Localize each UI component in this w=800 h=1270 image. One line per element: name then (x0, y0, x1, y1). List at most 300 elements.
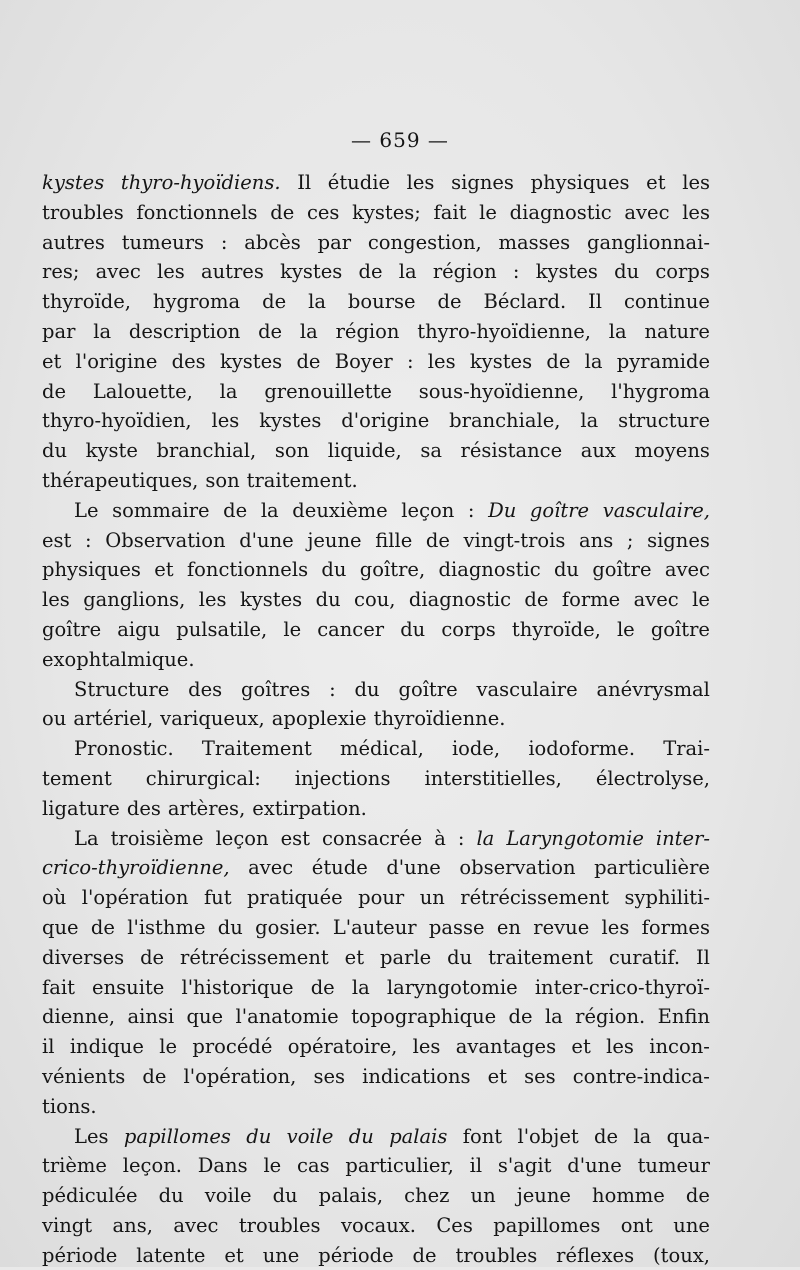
word: indications (362, 1064, 471, 1088)
word: période (318, 1243, 394, 1267)
word: thyroïde, (511, 617, 601, 641)
word: aux (580, 439, 616, 463)
word: kystes (259, 409, 322, 433)
text-line (42, 1211, 710, 1241)
text-line (42, 794, 710, 824)
word: s'agit (497, 1154, 552, 1178)
word: variqueux, (160, 707, 265, 731)
word: vocaux. (340, 1213, 416, 1237)
text-line (42, 317, 710, 347)
word: ou (42, 707, 67, 731)
word: tions. (42, 1094, 97, 1118)
word: de (358, 260, 383, 284)
word: les (412, 1035, 441, 1059)
word: tumeurs (121, 230, 205, 254)
text-line (42, 1032, 710, 1062)
word: goître (592, 558, 652, 582)
word: avec (248, 856, 294, 880)
word: un (419, 886, 445, 910)
word: thyroïde, (42, 290, 131, 314)
word: dienne, (42, 1005, 116, 1029)
word: thyro-hyoïdiens. (120, 171, 281, 194)
word: ligature (42, 796, 120, 820)
word: trième (42, 1154, 107, 1178)
word: la (398, 260, 417, 284)
word: ses (524, 1064, 556, 1088)
word: voile (204, 1184, 252, 1208)
word: exophtalmique. (42, 647, 195, 671)
text-line (42, 257, 710, 287)
word: corps (655, 260, 710, 284)
word: du (348, 1124, 374, 1148)
word: contre-indica- (572, 1064, 710, 1088)
word: avec (173, 1213, 219, 1237)
word: les (606, 1035, 634, 1059)
word: les (601, 915, 630, 939)
word: papillomes (123, 1124, 231, 1148)
word: l'hygroma (611, 379, 710, 403)
word: chez (404, 1184, 450, 1208)
word: observation (459, 856, 576, 880)
word: les (156, 260, 185, 284)
word: de (140, 945, 165, 969)
word: kyste (85, 439, 138, 463)
word: Laryngotomie (506, 826, 644, 850)
word: particulière (594, 856, 710, 880)
word: congestion, (367, 230, 482, 254)
word: de (296, 349, 321, 373)
word: de (546, 349, 571, 373)
word: palais, (318, 1184, 384, 1208)
word: de (524, 588, 549, 612)
word: ensuite (92, 975, 165, 999)
text-line (42, 1151, 710, 1181)
word: son (205, 468, 240, 492)
word: Ces (436, 1213, 473, 1237)
word: iodoforme. (528, 737, 636, 761)
word: inter- (655, 826, 710, 850)
word: signes (451, 171, 514, 194)
word: topographique (351, 1005, 497, 1029)
text-line (42, 973, 710, 1003)
word: pour (358, 886, 405, 910)
text-line (42, 168, 710, 198)
word: le (692, 588, 710, 612)
word: et (224, 1243, 244, 1267)
word: kystes; (352, 200, 421, 224)
word: Lalouette, (92, 379, 193, 403)
word: deuxième (292, 498, 388, 522)
word: du (354, 677, 380, 701)
text-line (42, 883, 710, 913)
word: de (258, 319, 283, 343)
word: Traitement (201, 737, 312, 761)
word: du (217, 915, 243, 939)
word: : (457, 826, 465, 850)
word: fait (433, 200, 467, 224)
word: Trai- (663, 737, 710, 761)
word: et (487, 1064, 508, 1088)
word: moyens (634, 439, 710, 463)
word: les (198, 588, 227, 612)
word: rétrécissement (460, 886, 609, 910)
word: fait (42, 975, 75, 999)
word: avec (95, 260, 141, 284)
word: gosier. (255, 915, 321, 939)
text-line (42, 615, 710, 645)
word: kystes (535, 260, 598, 284)
word: ; (626, 528, 634, 552)
word: vasculaire, (602, 498, 710, 522)
word: abcès (244, 230, 301, 254)
word: des (171, 349, 206, 373)
word: région. (575, 1005, 646, 1029)
word: troisième (110, 826, 204, 850)
word: d'une (567, 1154, 622, 1178)
text-line (42, 377, 710, 407)
word: diagnostic (438, 558, 541, 582)
word: homme (592, 1184, 665, 1208)
word: le (263, 1154, 282, 1178)
word: thyro-hyoïdienne, (417, 319, 591, 343)
word: le (283, 617, 302, 641)
word: où (42, 886, 67, 910)
word: Enfin (657, 1005, 710, 1029)
word: est (280, 826, 310, 850)
word: tumeur (637, 1154, 710, 1178)
word: ans, (112, 1213, 153, 1237)
word: des (126, 796, 161, 820)
word: troubles (42, 200, 124, 224)
word: goître (650, 617, 710, 641)
word: la (351, 975, 370, 999)
word: de (310, 975, 335, 999)
text-line (42, 1122, 710, 1152)
text-line (42, 555, 710, 585)
word: branchiale, (449, 409, 561, 433)
word: la (299, 319, 318, 343)
word: particulier, (345, 1154, 454, 1178)
word: res; (42, 260, 80, 284)
word: ans (579, 528, 614, 552)
word: ses (313, 1064, 346, 1088)
word: la (476, 826, 495, 850)
word: branchial, (156, 439, 257, 463)
word: palais (389, 1124, 448, 1148)
word: fonctionnels (186, 558, 309, 582)
word: Il (695, 945, 710, 969)
word: description (128, 319, 241, 343)
word: autres (42, 230, 105, 254)
word: formes (641, 915, 710, 939)
text-line (42, 1092, 710, 1122)
word: vasculaire (476, 677, 578, 701)
word: L'auteur (332, 915, 417, 939)
word: les (42, 588, 70, 612)
text-line (42, 1002, 710, 1032)
word: est (42, 528, 72, 552)
word: du (272, 1184, 298, 1208)
word: le (616, 617, 635, 641)
word: thyro-hyoïdien, (42, 409, 192, 433)
word: autres (200, 260, 264, 284)
word: : (467, 498, 475, 522)
word: ont (620, 1213, 653, 1237)
word: : (406, 349, 414, 373)
word: ganglionnai- (587, 230, 710, 254)
word: font (462, 1124, 503, 1148)
word: de (508, 1005, 533, 1029)
text-line (42, 228, 710, 258)
word: du (158, 1184, 184, 1208)
word: il (469, 1154, 483, 1178)
word: l'isthme (127, 915, 206, 939)
word: ganglions, (83, 588, 186, 612)
word: structure (618, 409, 710, 433)
word: diagnostic (408, 588, 512, 612)
word: cancer (317, 617, 385, 641)
word: une (673, 1213, 710, 1237)
word: étude (311, 856, 368, 880)
word: opératoire, (287, 1035, 398, 1059)
word: avec (633, 588, 679, 612)
word: de (685, 1184, 710, 1208)
text-line (42, 734, 710, 764)
word: kystes (239, 588, 303, 612)
word: vingt (42, 1213, 93, 1237)
word: d'une (386, 856, 441, 880)
word: du (447, 945, 473, 969)
word: troubles (455, 1243, 538, 1267)
word: latente (136, 1243, 206, 1267)
word: la (308, 290, 326, 314)
word: de (412, 1243, 437, 1267)
word: du (246, 1124, 272, 1148)
word: l'opération, (183, 1064, 297, 1088)
word: anévrysmal (596, 677, 710, 701)
word: liquide, (327, 439, 402, 463)
text-line (42, 406, 710, 436)
word: kystes (42, 171, 105, 194)
word: bourse (347, 290, 416, 314)
text-line (42, 764, 710, 794)
word: Boyer (334, 349, 393, 373)
text-line (42, 466, 710, 496)
word: artères, (167, 796, 246, 820)
word: et (154, 558, 174, 582)
word: goîtres (241, 677, 311, 701)
word: goître (398, 677, 458, 701)
word: kystes (280, 260, 343, 284)
word: artériel, (73, 707, 154, 731)
word: fille (375, 528, 413, 552)
text-line (42, 645, 710, 675)
word: : (220, 230, 228, 254)
word: la (633, 1124, 652, 1148)
word: fut (203, 886, 232, 910)
word: la (584, 349, 603, 373)
word: à (434, 826, 446, 850)
word: pédiculée (42, 1184, 138, 1208)
word: le (159, 1035, 178, 1059)
text-line (42, 704, 710, 734)
word: qua- (666, 1124, 710, 1148)
word: troubles (238, 1213, 321, 1237)
word: les (682, 171, 710, 194)
word: parle (379, 945, 432, 969)
text-line (42, 675, 710, 705)
word: et (646, 171, 666, 194)
word: étudie (327, 171, 390, 194)
word: la (544, 1005, 563, 1029)
word: passe (428, 915, 485, 939)
word: traitement (488, 945, 593, 969)
word: physiques (42, 558, 141, 582)
word: sommaire (112, 498, 210, 522)
word: résistance (460, 439, 563, 463)
word: thérapeutiques, (42, 468, 199, 492)
word: la (219, 379, 238, 403)
text-line (42, 287, 710, 317)
text-line (42, 943, 710, 973)
word: Il (297, 171, 312, 194)
word: et (42, 349, 62, 373)
word: vénients (42, 1064, 126, 1088)
word: de (262, 290, 287, 314)
word: la (93, 319, 112, 343)
word: de (90, 915, 115, 939)
word: pyramide (616, 349, 710, 373)
word: de (223, 498, 248, 522)
word: hygroma (152, 290, 241, 314)
word: crico-thyroïdienne, (42, 856, 230, 880)
word: il (42, 1035, 55, 1059)
word: et (571, 1035, 591, 1059)
word: : (512, 260, 520, 284)
word: nature (644, 319, 710, 343)
word: inter-crico-thyroï- (534, 975, 710, 999)
text-line (42, 853, 710, 883)
word: leçon (401, 498, 455, 522)
word: des (188, 677, 223, 701)
word: vingt-trois (463, 528, 566, 552)
word: du (400, 617, 426, 641)
word: grenouillette (264, 379, 392, 403)
word: de (437, 290, 462, 314)
word: continue (624, 290, 710, 314)
text-line (42, 496, 710, 526)
page-number: — 659 — (351, 128, 449, 152)
text-line (42, 913, 710, 943)
word: extirpation. (252, 796, 367, 820)
word: syphiliti- (624, 886, 710, 910)
word: leçon. (122, 1154, 182, 1178)
word: Béclard. (483, 290, 567, 314)
word: du (553, 558, 579, 582)
word: Il (588, 290, 603, 314)
word: thyroïdienne. (373, 707, 506, 731)
word: les (427, 349, 456, 373)
word: goître (529, 498, 590, 522)
word: corps (441, 617, 496, 641)
word: diverses (42, 945, 125, 969)
text-line (42, 1241, 710, 1270)
word: de (425, 528, 450, 552)
word: forme (561, 588, 621, 612)
text-line (42, 347, 710, 377)
word: interstitielles, (424, 766, 562, 790)
word: consacrée (321, 826, 423, 850)
text-line (42, 824, 710, 854)
word: sous-hyoïdienne, (418, 379, 585, 403)
word: Le (74, 498, 99, 522)
word: d'une (239, 528, 294, 552)
word: Dans (197, 1154, 248, 1178)
word: l'anatomie (235, 1005, 339, 1029)
body-text (42, 168, 710, 1270)
word: avec (664, 558, 710, 582)
word: l'opération (81, 886, 189, 910)
word: indique (69, 1035, 144, 1059)
word: du (614, 260, 640, 284)
word: d'origine (341, 409, 430, 433)
text-line (42, 585, 710, 615)
word: : (329, 677, 336, 701)
word: cas (297, 1154, 330, 1178)
word: papillomes (493, 1213, 601, 1237)
word: sa (420, 439, 442, 463)
text-line (42, 1062, 710, 1092)
word: Observation (105, 528, 226, 552)
word: en (496, 915, 521, 939)
word: Du (488, 498, 517, 522)
word: médical, (340, 737, 424, 761)
word: période (42, 1243, 118, 1267)
word: du (315, 588, 341, 612)
word: pratiquée (247, 886, 343, 910)
word: ces (306, 200, 340, 224)
word: leçon (215, 826, 269, 850)
word: incon- (649, 1035, 710, 1059)
text-line (42, 1181, 710, 1211)
word: Structure (74, 677, 170, 701)
word: un (470, 1184, 496, 1208)
word: Pronostic. (74, 737, 174, 761)
word: jeune (307, 528, 362, 552)
word: curatif. (608, 945, 681, 969)
word: l'historique (181, 975, 294, 999)
word: les (406, 171, 435, 194)
word: voile (286, 1124, 334, 1148)
word: de (42, 379, 67, 403)
word: cou, (354, 588, 396, 612)
word: la (580, 409, 599, 433)
text-line (42, 198, 710, 228)
word: réflexes (556, 1243, 635, 1267)
word: l'objet (517, 1124, 579, 1148)
word: avec (624, 200, 670, 224)
word: rétrécissement (180, 945, 329, 969)
word: par (317, 230, 352, 254)
word: et (344, 945, 365, 969)
word: la (260, 498, 279, 522)
word: physiques (530, 171, 630, 194)
word: La (74, 826, 99, 850)
word: son (274, 439, 310, 463)
word: : (85, 528, 92, 552)
word: aigu (117, 617, 161, 641)
word: les (211, 409, 240, 433)
